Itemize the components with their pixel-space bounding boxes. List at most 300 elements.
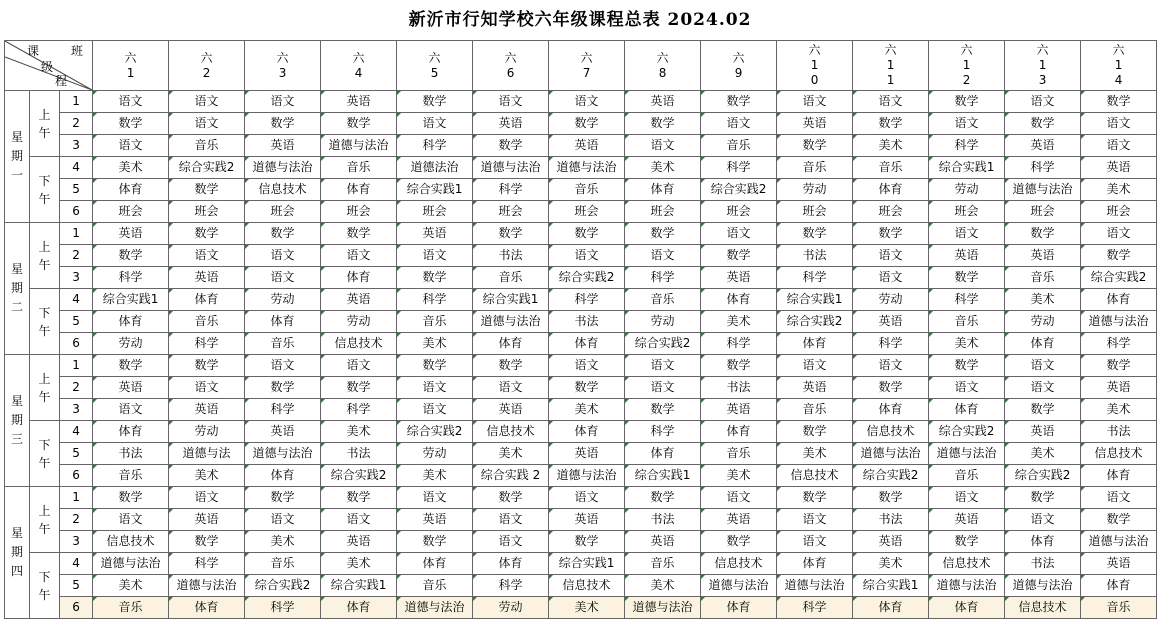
course-cell[interactable]: 英语 [169, 399, 245, 421]
course-cell[interactable]: 音乐 [549, 179, 625, 201]
course-cell[interactable]: 综合实践2 [625, 333, 701, 355]
course-cell[interactable]: 语文 [397, 399, 473, 421]
course-cell[interactable]: 班会 [245, 201, 321, 223]
course-cell[interactable]: 语文 [93, 135, 169, 157]
course-cell[interactable]: 语文 [169, 91, 245, 113]
course-cell[interactable]: 英语 [1005, 135, 1081, 157]
course-cell[interactable]: 美术 [701, 311, 777, 333]
course-cell[interactable]: 班会 [321, 201, 397, 223]
course-cell[interactable]: 综合实践2 [1081, 267, 1157, 289]
course-cell[interactable]: 音乐 [321, 157, 397, 179]
course-cell[interactable]: 数学 [321, 223, 397, 245]
course-cell[interactable]: 语文 [853, 245, 929, 267]
course-cell[interactable]: 语文 [169, 377, 245, 399]
course-cell[interactable]: 体育 [245, 465, 321, 487]
course-cell[interactable]: 道德与法治 [777, 575, 853, 597]
course-cell[interactable]: 音乐 [701, 135, 777, 157]
course-cell[interactable]: 数学 [473, 135, 549, 157]
course-cell[interactable]: 科学 [777, 597, 853, 619]
course-cell[interactable]: 语文 [397, 245, 473, 267]
course-cell[interactable]: 劳动 [93, 333, 169, 355]
course-cell[interactable]: 语文 [625, 135, 701, 157]
course-cell[interactable]: 科学 [473, 575, 549, 597]
course-cell[interactable]: 英语 [245, 135, 321, 157]
course-cell[interactable]: 音乐 [701, 443, 777, 465]
course-cell[interactable]: 书法 [321, 443, 397, 465]
course-cell[interactable]: 综合实践1 [397, 179, 473, 201]
course-cell[interactable]: 体育 [93, 179, 169, 201]
course-cell[interactable]: 道德与法治 [245, 157, 321, 179]
course-cell[interactable]: 美术 [1005, 289, 1081, 311]
course-cell[interactable]: 综合实践2 [321, 465, 397, 487]
course-cell[interactable]: 语文 [777, 531, 853, 553]
course-cell[interactable]: 美术 [929, 333, 1005, 355]
course-cell[interactable]: 体育 [1005, 531, 1081, 553]
course-cell[interactable]: 体育 [853, 597, 929, 619]
course-cell[interactable]: 数学 [397, 355, 473, 377]
course-cell[interactable]: 语文 [549, 245, 625, 267]
course-cell[interactable]: 科学 [169, 553, 245, 575]
course-cell[interactable]: 语文 [245, 245, 321, 267]
course-cell[interactable]: 道德与法治 [549, 465, 625, 487]
course-cell[interactable]: 劳动 [169, 421, 245, 443]
course-cell[interactable]: 语文 [93, 509, 169, 531]
course-cell[interactable]: 英语 [777, 113, 853, 135]
course-cell[interactable]: 信息技术 [245, 179, 321, 201]
course-cell[interactable]: 数学 [93, 487, 169, 509]
course-cell[interactable]: 语文 [1081, 223, 1157, 245]
course-cell[interactable]: 英语 [549, 135, 625, 157]
course-cell[interactable]: 道德与法治 [1081, 311, 1157, 333]
course-cell[interactable]: 道德与法治 [1005, 179, 1081, 201]
course-cell[interactable]: 语文 [777, 355, 853, 377]
course-cell[interactable]: 英语 [397, 509, 473, 531]
course-cell[interactable]: 英语 [853, 311, 929, 333]
course-cell[interactable]: 道德与法治 [625, 597, 701, 619]
course-cell[interactable]: 英语 [1005, 245, 1081, 267]
course-cell[interactable]: 书法 [777, 245, 853, 267]
course-cell[interactable]: 语文 [549, 355, 625, 377]
course-cell[interactable]: 综合实践1 [929, 157, 1005, 179]
course-cell[interactable]: 道德与法治 [397, 597, 473, 619]
course-cell[interactable]: 科学 [169, 333, 245, 355]
course-cell[interactable]: 语文 [169, 245, 245, 267]
course-cell[interactable]: 书法 [473, 245, 549, 267]
course-cell[interactable]: 体育 [93, 421, 169, 443]
course-cell[interactable]: 综合实践1 [549, 553, 625, 575]
course-cell[interactable]: 综合实践1 [473, 289, 549, 311]
course-cell[interactable]: 数学 [701, 355, 777, 377]
course-cell[interactable]: 音乐 [853, 157, 929, 179]
course-cell[interactable]: 美术 [321, 421, 397, 443]
course-cell[interactable]: 美术 [245, 531, 321, 553]
course-cell[interactable]: 体育 [169, 289, 245, 311]
course-cell[interactable]: 班会 [1081, 201, 1157, 223]
course-cell[interactable]: 语文 [929, 223, 1005, 245]
course-cell[interactable]: 数学 [853, 113, 929, 135]
course-cell[interactable]: 语文 [853, 91, 929, 113]
course-cell[interactable]: 数学 [1081, 245, 1157, 267]
course-cell[interactable]: 数学 [549, 531, 625, 553]
course-cell[interactable]: 班会 [777, 201, 853, 223]
course-cell[interactable]: 体育 [473, 333, 549, 355]
course-cell[interactable]: 科学 [929, 135, 1005, 157]
course-cell[interactable]: 体育 [1081, 575, 1157, 597]
course-cell[interactable]: 综合实践2 [853, 465, 929, 487]
course-cell[interactable]: 语文 [929, 377, 1005, 399]
course-cell[interactable]: 数学 [1081, 355, 1157, 377]
course-cell[interactable]: 数学 [701, 245, 777, 267]
course-cell[interactable]: 英语 [1005, 421, 1081, 443]
course-cell[interactable]: 音乐 [93, 597, 169, 619]
course-cell[interactable]: 道德与法治 [473, 157, 549, 179]
course-cell[interactable]: 数学 [1005, 487, 1081, 509]
course-cell[interactable]: 数学 [777, 223, 853, 245]
course-cell[interactable]: 语文 [245, 509, 321, 531]
course-cell[interactable]: 英语 [701, 399, 777, 421]
course-cell[interactable]: 英语 [625, 531, 701, 553]
course-cell[interactable]: 数学 [473, 487, 549, 509]
course-cell[interactable]: 音乐 [93, 465, 169, 487]
course-cell[interactable]: 美术 [625, 575, 701, 597]
course-cell[interactable]: 音乐 [1081, 597, 1157, 619]
course-cell[interactable]: 数学 [1005, 399, 1081, 421]
course-cell[interactable]: 体育 [777, 553, 853, 575]
course-cell[interactable]: 劳动 [397, 443, 473, 465]
course-cell[interactable]: 音乐 [625, 289, 701, 311]
course-cell[interactable]: 数学 [1081, 91, 1157, 113]
course-cell[interactable]: 美术 [321, 553, 397, 575]
course-cell[interactable]: 体育 [397, 553, 473, 575]
course-cell[interactable]: 数学 [625, 223, 701, 245]
course-cell[interactable]: 语文 [245, 267, 321, 289]
course-cell[interactable]: 数学 [929, 355, 1005, 377]
course-cell[interactable]: 体育 [321, 267, 397, 289]
course-cell[interactable]: 语文 [1081, 135, 1157, 157]
course-cell[interactable]: 语文 [1005, 91, 1081, 113]
course-cell[interactable]: 体育 [625, 443, 701, 465]
course-cell[interactable]: 道德与法治 [701, 575, 777, 597]
course-cell[interactable]: 道德与法治 [245, 443, 321, 465]
course-cell[interactable]: 信息技术 [701, 553, 777, 575]
course-cell[interactable]: 数学 [1005, 113, 1081, 135]
course-cell[interactable]: 书法 [93, 443, 169, 465]
course-cell[interactable]: 语文 [321, 509, 397, 531]
course-cell[interactable]: 数学 [245, 487, 321, 509]
course-cell[interactable]: 科学 [625, 267, 701, 289]
course-cell[interactable]: 信息技术 [549, 575, 625, 597]
course-cell[interactable]: 音乐 [397, 311, 473, 333]
course-cell[interactable]: 综合实践2 [777, 311, 853, 333]
course-cell[interactable]: 科学 [853, 333, 929, 355]
course-cell[interactable]: 语文 [701, 113, 777, 135]
course-cell[interactable]: 语文 [777, 509, 853, 531]
course-cell[interactable]: 信息技术 [473, 421, 549, 443]
course-cell[interactable]: 美术 [777, 443, 853, 465]
course-cell[interactable]: 语文 [169, 487, 245, 509]
course-cell[interactable]: 美术 [549, 399, 625, 421]
course-cell[interactable]: 语文 [473, 377, 549, 399]
course-cell[interactable]: 班会 [853, 201, 929, 223]
course-cell[interactable]: 综合实践2 [701, 179, 777, 201]
course-cell[interactable]: 体育 [473, 553, 549, 575]
course-cell[interactable]: 科学 [701, 157, 777, 179]
course-cell[interactable]: 音乐 [777, 399, 853, 421]
course-cell[interactable]: 英语 [321, 531, 397, 553]
course-cell[interactable]: 英语 [245, 421, 321, 443]
course-cell[interactable]: 音乐 [929, 311, 1005, 333]
course-cell[interactable]: 体育 [701, 597, 777, 619]
course-cell[interactable]: 综合实践1 [777, 289, 853, 311]
course-cell[interactable]: 劳动 [473, 597, 549, 619]
course-cell[interactable]: 美术 [1005, 443, 1081, 465]
course-cell[interactable]: 体育 [777, 333, 853, 355]
course-cell[interactable]: 道德与法治 [929, 575, 1005, 597]
course-cell[interactable]: 数学 [777, 487, 853, 509]
course-cell[interactable]: 综合实践1 [93, 289, 169, 311]
course-cell[interactable]: 劳动 [777, 179, 853, 201]
course-cell[interactable]: 语文 [397, 113, 473, 135]
course-cell[interactable]: 英语 [1081, 553, 1157, 575]
course-cell[interactable]: 英语 [473, 399, 549, 421]
course-cell[interactable]: 数学 [169, 355, 245, 377]
course-cell[interactable]: 数学 [321, 487, 397, 509]
course-cell[interactable]: 数学 [625, 113, 701, 135]
course-cell[interactable]: 体育 [321, 179, 397, 201]
course-cell[interactable]: 语文 [777, 91, 853, 113]
course-cell[interactable]: 数学 [473, 355, 549, 377]
course-cell[interactable]: 书法 [853, 509, 929, 531]
course-cell[interactable]: 体育 [853, 179, 929, 201]
course-cell[interactable]: 美术 [625, 157, 701, 179]
course-cell[interactable]: 数学 [701, 91, 777, 113]
course-cell[interactable]: 英语 [169, 509, 245, 531]
course-cell[interactable]: 数学 [169, 223, 245, 245]
course-cell[interactable]: 语文 [1005, 377, 1081, 399]
course-cell[interactable]: 体育 [853, 399, 929, 421]
course-cell[interactable]: 语文 [169, 113, 245, 135]
course-cell[interactable]: 美术 [853, 135, 929, 157]
course-cell[interactable]: 英语 [169, 267, 245, 289]
course-cell[interactable]: 数学 [93, 245, 169, 267]
course-cell[interactable]: 班会 [93, 201, 169, 223]
course-cell[interactable]: 科学 [1005, 157, 1081, 179]
course-cell[interactable]: 体育 [1081, 289, 1157, 311]
course-cell[interactable]: 体育 [549, 421, 625, 443]
course-cell[interactable]: 音乐 [929, 465, 1005, 487]
course-cell[interactable]: 道德与法治 [549, 157, 625, 179]
course-cell[interactable]: 英语 [1081, 377, 1157, 399]
course-cell[interactable]: 数学 [625, 399, 701, 421]
course-cell[interactable]: 综合实践2 [1005, 465, 1081, 487]
course-cell[interactable]: 语文 [625, 377, 701, 399]
course-cell[interactable]: 科学 [777, 267, 853, 289]
course-cell[interactable]: 综合实践 2 [473, 465, 549, 487]
course-cell[interactable]: 科学 [397, 289, 473, 311]
course-cell[interactable]: 体育 [321, 597, 397, 619]
course-cell[interactable]: 英语 [1081, 157, 1157, 179]
course-cell[interactable]: 体育 [929, 399, 1005, 421]
course-cell[interactable]: 美术 [397, 465, 473, 487]
course-cell[interactable]: 音乐 [473, 267, 549, 289]
course-cell[interactable]: 美术 [701, 465, 777, 487]
course-cell[interactable]: 语文 [929, 487, 1005, 509]
course-cell[interactable]: 数学 [245, 223, 321, 245]
course-cell[interactable]: 英语 [777, 377, 853, 399]
course-cell[interactable]: 英语 [625, 91, 701, 113]
course-cell[interactable]: 语文 [929, 113, 1005, 135]
course-cell[interactable]: 语文 [549, 487, 625, 509]
course-cell[interactable]: 体育 [169, 597, 245, 619]
course-cell[interactable]: 班会 [549, 201, 625, 223]
course-cell[interactable]: 英语 [929, 509, 1005, 531]
course-cell[interactable]: 数学 [549, 113, 625, 135]
course-cell[interactable]: 语文 [321, 245, 397, 267]
course-cell[interactable]: 英语 [549, 509, 625, 531]
course-cell[interactable]: 体育 [625, 179, 701, 201]
course-cell[interactable]: 音乐 [1005, 267, 1081, 289]
course-cell[interactable]: 劳动 [321, 311, 397, 333]
course-cell[interactable]: 美术 [169, 465, 245, 487]
course-cell[interactable]: 数学 [777, 421, 853, 443]
course-cell[interactable]: 数学 [853, 223, 929, 245]
course-cell[interactable]: 劳动 [245, 289, 321, 311]
course-cell[interactable]: 数学 [1005, 223, 1081, 245]
course-cell[interactable]: 道德与法治 [1005, 575, 1081, 597]
course-cell[interactable]: 英语 [549, 443, 625, 465]
course-cell[interactable]: 科学 [93, 267, 169, 289]
course-cell[interactable]: 劳动 [625, 311, 701, 333]
course-cell[interactable]: 道德与法治 [853, 443, 929, 465]
course-cell[interactable]: 综合实践1 [321, 575, 397, 597]
course-cell[interactable]: 音乐 [625, 553, 701, 575]
course-cell[interactable]: 班会 [625, 201, 701, 223]
course-cell[interactable]: 体育 [701, 421, 777, 443]
course-cell[interactable]: 数学 [701, 531, 777, 553]
course-cell[interactable]: 劳动 [1005, 311, 1081, 333]
course-cell[interactable]: 科学 [549, 289, 625, 311]
course-cell[interactable]: 语文 [1081, 487, 1157, 509]
course-cell[interactable]: 道德与法治 [1081, 531, 1157, 553]
course-cell[interactable]: 语文 [473, 509, 549, 531]
course-cell[interactable]: 班会 [1005, 201, 1081, 223]
course-cell[interactable]: 数学 [245, 113, 321, 135]
course-cell[interactable]: 科学 [625, 421, 701, 443]
course-cell[interactable]: 数学 [549, 377, 625, 399]
course-cell[interactable]: 语文 [93, 399, 169, 421]
course-cell[interactable]: 道德与法治 [929, 443, 1005, 465]
course-cell[interactable]: 美术 [1081, 179, 1157, 201]
course-cell[interactable]: 语文 [245, 355, 321, 377]
course-cell[interactable]: 信息技术 [1005, 597, 1081, 619]
course-cell[interactable]: 信息技术 [1081, 443, 1157, 465]
course-cell[interactable]: 音乐 [397, 575, 473, 597]
course-cell[interactable]: 音乐 [777, 157, 853, 179]
course-cell[interactable]: 综合实践2 [169, 157, 245, 179]
course-cell[interactable]: 道德法治 [397, 157, 473, 179]
course-cell[interactable]: 数学 [549, 223, 625, 245]
course-cell[interactable]: 科学 [245, 399, 321, 421]
course-cell[interactable]: 英语 [321, 289, 397, 311]
course-cell[interactable]: 书法 [701, 377, 777, 399]
course-cell[interactable]: 语文 [1081, 113, 1157, 135]
course-cell[interactable]: 语文 [245, 91, 321, 113]
course-cell[interactable]: 综合实践1 [853, 575, 929, 597]
course-cell[interactable]: 班会 [169, 201, 245, 223]
course-cell[interactable]: 科学 [245, 597, 321, 619]
course-cell[interactable]: 班会 [473, 201, 549, 223]
course-cell[interactable]: 道德与法治 [169, 575, 245, 597]
course-cell[interactable]: 书法 [549, 311, 625, 333]
course-cell[interactable]: 道德与法 [169, 443, 245, 465]
course-cell[interactable]: 信息技术 [321, 333, 397, 355]
course-cell[interactable]: 劳动 [853, 289, 929, 311]
course-cell[interactable]: 美术 [1081, 399, 1157, 421]
course-cell[interactable]: 美术 [549, 597, 625, 619]
course-cell[interactable]: 英语 [929, 245, 1005, 267]
course-cell[interactable]: 美术 [93, 157, 169, 179]
course-cell[interactable]: 数学 [397, 267, 473, 289]
course-cell[interactable]: 数学 [625, 487, 701, 509]
course-cell[interactable]: 科学 [321, 399, 397, 421]
course-cell[interactable]: 语文 [473, 91, 549, 113]
course-cell[interactable]: 班会 [929, 201, 1005, 223]
course-cell[interactable]: 数学 [1081, 509, 1157, 531]
course-cell[interactable]: 英语 [321, 91, 397, 113]
course-cell[interactable]: 美术 [93, 575, 169, 597]
course-cell[interactable]: 语文 [625, 245, 701, 267]
course-cell[interactable]: 道德与法治 [321, 135, 397, 157]
course-cell[interactable]: 语文 [397, 377, 473, 399]
course-cell[interactable]: 道德与法治 [93, 553, 169, 575]
course-cell[interactable]: 音乐 [169, 311, 245, 333]
course-cell[interactable]: 书法 [625, 509, 701, 531]
course-cell[interactable]: 体育 [929, 597, 1005, 619]
course-cell[interactable]: 语文 [701, 487, 777, 509]
course-cell[interactable]: 数学 [853, 487, 929, 509]
course-cell[interactable]: 综合实践1 [625, 465, 701, 487]
course-cell[interactable]: 体育 [93, 311, 169, 333]
course-cell[interactable]: 信息技术 [777, 465, 853, 487]
course-cell[interactable]: 综合实践2 [929, 421, 1005, 443]
course-cell[interactable]: 班会 [701, 201, 777, 223]
course-cell[interactable]: 语文 [397, 487, 473, 509]
course-cell[interactable]: 数学 [169, 179, 245, 201]
course-cell[interactable]: 语文 [93, 91, 169, 113]
course-cell[interactable]: 语文 [853, 355, 929, 377]
course-cell[interactable]: 数学 [473, 223, 549, 245]
course-cell[interactable]: 信息技术 [93, 531, 169, 553]
course-cell[interactable]: 体育 [549, 333, 625, 355]
course-cell[interactable]: 体育 [1005, 333, 1081, 355]
course-cell[interactable]: 数学 [93, 113, 169, 135]
course-cell[interactable]: 数学 [929, 531, 1005, 553]
course-cell[interactable]: 语文 [1005, 355, 1081, 377]
course-cell[interactable]: 语文 [549, 91, 625, 113]
course-cell[interactable]: 语文 [321, 355, 397, 377]
course-cell[interactable]: 美术 [473, 443, 549, 465]
course-cell[interactable]: 体育 [245, 311, 321, 333]
course-cell[interactable]: 英语 [701, 267, 777, 289]
course-cell[interactable]: 英语 [397, 223, 473, 245]
course-cell[interactable]: 数学 [853, 377, 929, 399]
course-cell[interactable]: 数学 [321, 113, 397, 135]
course-cell[interactable]: 数学 [929, 267, 1005, 289]
course-cell[interactable]: 信息技术 [929, 553, 1005, 575]
course-cell[interactable]: 数学 [169, 531, 245, 553]
course-cell[interactable]: 道德与法治 [473, 311, 549, 333]
course-cell[interactable]: 数学 [93, 355, 169, 377]
